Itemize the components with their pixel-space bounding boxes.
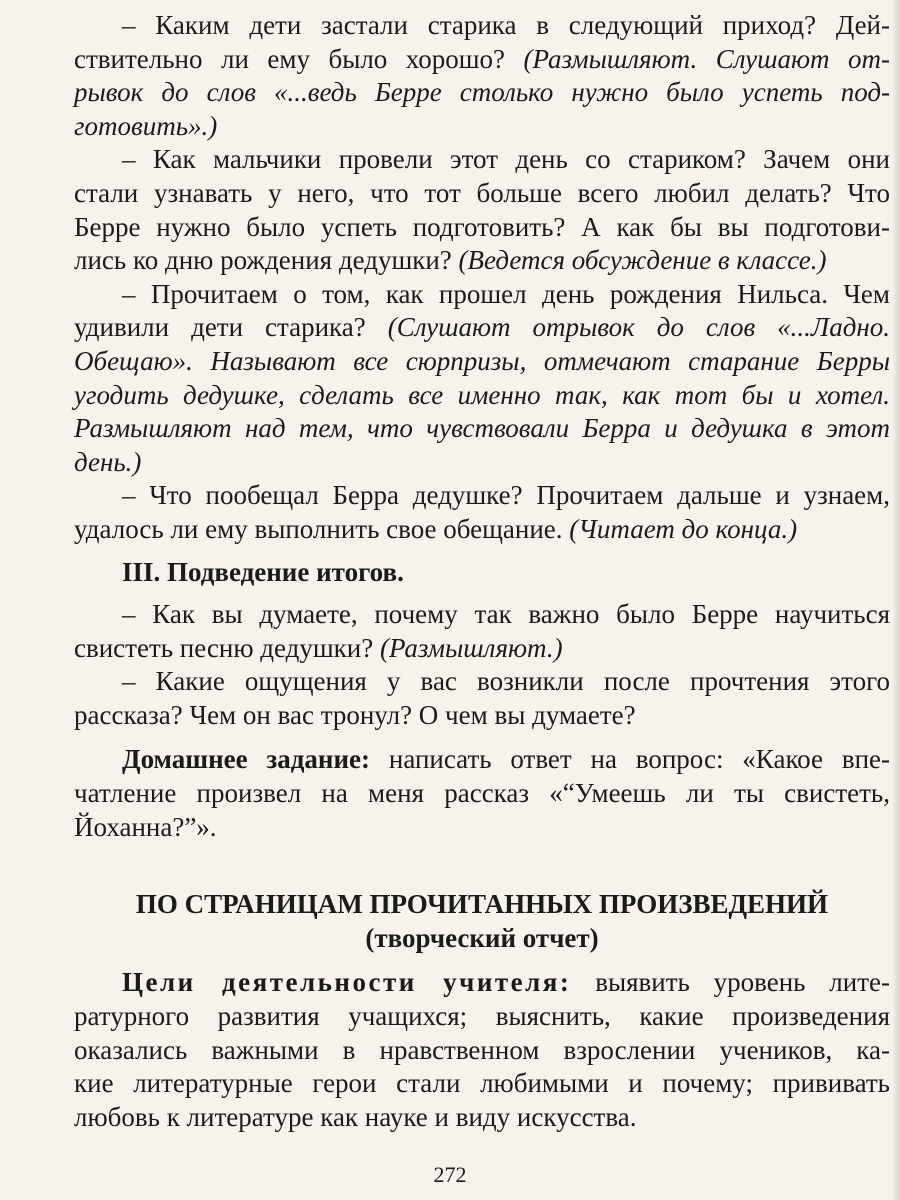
italic-text: угодить дедушке, сделать все именно так, как тот бы и хотел. xyxy=(74,379,890,410)
text: свистеть песню дедушки? xyxy=(74,632,380,663)
text-line xyxy=(74,311,890,345)
text-line xyxy=(74,888,890,922)
page-edge-shadow xyxy=(892,0,900,1200)
text-line xyxy=(74,211,890,245)
subsection-title xyxy=(74,556,890,590)
text-line xyxy=(74,1034,890,1068)
text: рассказа? Чем он вас тронул? О чем вы думаете? xyxy=(74,699,636,730)
italic-text: (Размышляют.) xyxy=(379,632,563,663)
paragraph xyxy=(74,143,890,277)
italic-text: готовить».) xyxy=(74,110,218,141)
text-line xyxy=(74,345,890,379)
text: лись ко дню рождения дедушки? xyxy=(74,245,459,276)
text-line xyxy=(74,743,890,777)
italic-text: (Слушают отрывок до слов «...Ладно. xyxy=(387,312,890,343)
bold-text: ПО СТРАНИЦАМ ПРОЧИТАННЫХ ПРОИЗВЕДЕНИЙ xyxy=(135,889,829,920)
bold-text: Цели деятельности учителя: xyxy=(122,967,572,998)
text-line xyxy=(74,379,890,413)
text-line xyxy=(74,1000,890,1034)
text: выявить уровень лите- xyxy=(571,967,890,998)
italic-text: рывок до слов «...ведь Берре столько нужно было успеть под- xyxy=(74,77,890,108)
paragraph xyxy=(74,966,890,1134)
text-line xyxy=(74,665,890,699)
text: удивили дети старика? xyxy=(74,312,388,343)
text: – Какие ощущения у вас возникли после прочтения этого xyxy=(122,666,890,697)
text: ратурного развития учащихся; выяснить, какие произведения xyxy=(74,1001,890,1032)
bold-text: (творческий отчет) xyxy=(365,922,599,953)
italic-text: Обещаю». Называют все сюрпризы, отмечают старание Берры xyxy=(74,345,890,376)
text-line xyxy=(74,244,890,278)
text-line xyxy=(74,513,890,547)
text: – Прочитаем о том, как прошел день рождения Нильса. Чем xyxy=(122,278,890,309)
text: ствительно ли ему было хорошо? xyxy=(74,43,524,74)
paragraph xyxy=(74,598,890,665)
text-line xyxy=(74,278,890,312)
text: чатление произвел на меня рассказ «“Умеешь ли ты свистеть, xyxy=(74,778,890,809)
bold-text: III. Подведение итогов. xyxy=(122,556,404,587)
text: Берре нужно было успеть подготовить? А как бы вы подготови- xyxy=(74,211,890,242)
paragraph xyxy=(74,743,890,844)
paragraph xyxy=(74,479,890,546)
italic-text: (Размышляют. Слушают от- xyxy=(523,43,890,74)
text: кие литературные герои стали любимыми и почему; прививать xyxy=(74,1068,890,1099)
italic-text: день.) xyxy=(74,446,142,477)
text-line xyxy=(74,76,890,110)
text-line xyxy=(74,699,890,733)
text: удалось ли ему выполнить свое обещание. xyxy=(74,513,570,544)
text-line xyxy=(74,9,890,43)
text-line xyxy=(74,556,890,590)
paragraph xyxy=(74,9,890,143)
text: стали узнавать у него, что тот больше всего любил делать? Что xyxy=(74,177,890,208)
text: Йоханна?”». xyxy=(74,811,217,842)
text-line xyxy=(74,479,890,513)
text: – Как вы думаете, почему так важно было Берре научиться xyxy=(122,599,890,630)
text-line xyxy=(74,143,890,177)
italic-text: Размышляют над тем, что чувствовали Берра и дедушка в этот xyxy=(74,413,890,444)
text: – Что пообещал Берра дедушке? Прочитаем дальше и узнаем, xyxy=(122,480,890,511)
paragraph xyxy=(74,665,890,732)
text-line xyxy=(74,598,890,632)
text: – Как мальчики провели этот день со стариком? Зачем они xyxy=(122,144,890,175)
bold-text: Домашнее задание: xyxy=(122,744,371,775)
book-page-text xyxy=(74,9,890,1134)
text: написать ответ на вопрос: «Какое впе- xyxy=(370,744,891,775)
text-line xyxy=(74,777,890,811)
text: – Каким дети застали старика в следующий приход? Дей- xyxy=(122,10,890,40)
text: оказались важными в нравственном взрослении учеников, ка- xyxy=(74,1034,890,1065)
text-line xyxy=(74,922,890,956)
italic-text: (Ведется обсуждение в классе.) xyxy=(458,245,827,276)
paragraph xyxy=(74,278,890,480)
text-line xyxy=(74,110,890,144)
section-heading xyxy=(74,888,890,955)
page-number: 272 xyxy=(433,1162,467,1187)
text-line xyxy=(74,446,890,480)
text-line xyxy=(74,632,890,666)
text: любовь к литературе как науке и виду искусства. xyxy=(74,1101,637,1132)
text-line xyxy=(74,966,890,1000)
text-line xyxy=(74,177,890,211)
italic-text: (Читает до конца.) xyxy=(569,513,798,544)
text-line xyxy=(74,43,890,77)
text-line xyxy=(74,811,890,845)
text-line xyxy=(74,1067,890,1101)
text-line xyxy=(74,1101,890,1135)
text-line xyxy=(74,412,890,446)
